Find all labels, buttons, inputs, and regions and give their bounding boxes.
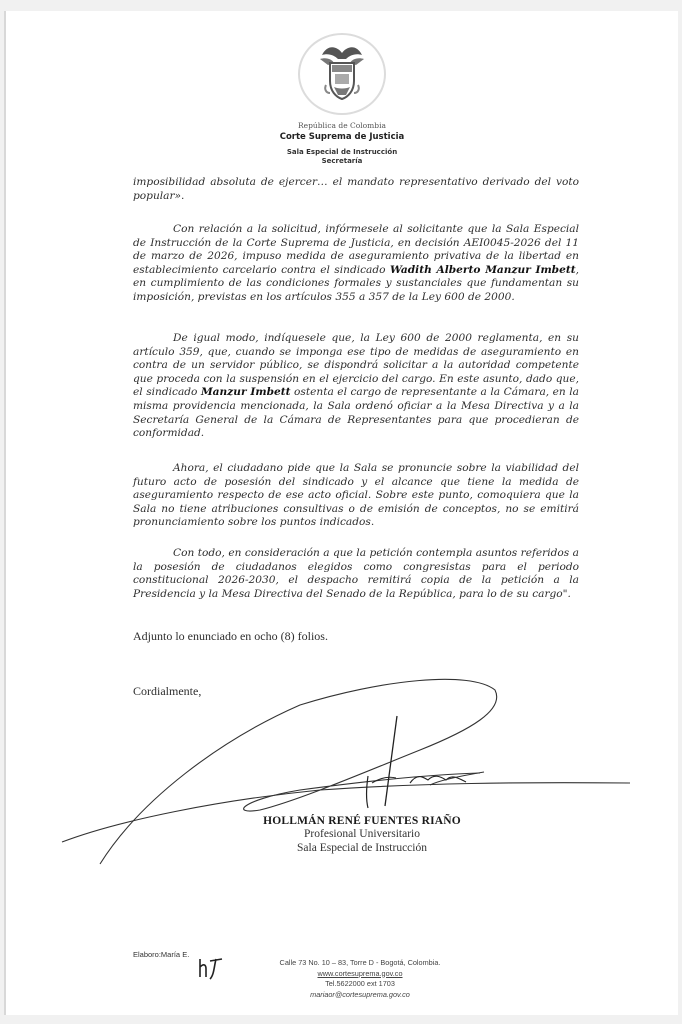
attachment-note: Adjunto lo enunciado en ocho (8) folios. [133,629,328,643]
initials-icon [196,955,226,981]
paragraph-3 [133,462,579,530]
paragraph-text: Con relación a la solicitud, infórmesele al solicitante que la Sala Especial de Instrucción de la Corte Suprema de Justicia, en decisión AEI0045-2026 del 11 de marzo de 2026, impuso medida de aseguramiento privativa de la libertad en establecimiento carcelario contra el sindicado [133,223,579,276]
signer-unit: Sala Especial de Instrucción [297,842,427,854]
signer-title: Profesional Universitario [304,828,420,840]
paragraph-4 [133,547,579,601]
email-link[interactable]: mariaor@cortesuprema.gov.co [310,989,410,999]
prepared-by: Elaboro:María E. [133,950,190,959]
document-page [4,11,678,1015]
paragraph-text: Con todo, en consideración a que la petición contempla asuntos referidos a la posesión de ciudadanos elegidos como congresistas para el periodo constitucional 2026-2030, el despacho remitirá copia de la petición a la Presidencia y la Mesa Directiva del Senado de la República, para lo de su cargo". [133,547,579,600]
paragraph-text: De igual modo, indíquesele que, la Ley 600 de 2000 reglamenta, en su artículo 359, que, cuando se imponga ese tipo de medidas de aseguramiento en contra de un servidor público, se dispondrá solicitar a la autoridad competente que proceda con la suspensión en el ejercicio del cargo. En este asunto, dado que, el sindicado [133,332,579,399]
letterhead [6,33,678,165]
paragraph-continuation: imposibilidad absoluta de ejercer… el mandato representativo derivado del voto popular». [133,176,579,202]
signer-name: HOLLMÁN RENÉ FUENTES RIAÑO [263,815,461,827]
office-name: Secretaría [321,157,363,165]
court-contact [255,958,465,1000]
paragraph-1 [133,223,579,305]
defendant-name: Wadith Alberto Manzur Imbett [389,263,576,276]
closing-salutation: Cordialmente, [133,684,202,698]
paragraph-2 [133,332,579,441]
coat-of-arms-icon [318,41,366,105]
phone: Tel.5622000 ext 1703 [325,979,395,988]
republic-label: República de Colombia [298,121,386,130]
letter-body [133,176,579,203]
paragraph-text: Ahora, el ciudadano pide que la Sala se pronuncie sobre la viabilidad del futuro acto de posesión del sindicado y el alcance que tiene la medida de aseguramiento respecto de ese acto oficial. Sobre este punto, comoquiera que la Sala no tiene atribuciones consultivas o de emisión de conceptos, no se emitirá pronunciamiento sobre los puntos indicados. [133,462,579,529]
paragraph-text: , en cumplimiento de las condiciones formales y sustanciales que fundamentan su imposición, previstas en los artículos 355 a 357 de la Ley 600 de 2000. [133,263,579,303]
defendant-surname: Manzur Imbett [200,386,291,399]
paragraph-text: ostenta el cargo de representante a la Cámara, en la misma providencia mencionada, la Sala ordenó oficiar a la Mesa Directiva y a la Secretaría General de la Cámara de Representantes para que procedieran de conformidad. [133,386,579,440]
address: Calle 73 No. 10 – 83, Torre D - Bogotá, Colombia. [279,958,441,967]
website-link[interactable]: www.cortesuprema.gov.co [317,968,403,978]
court-name: Corte Suprema de Justicia [279,132,405,142]
signer-block [252,815,472,855]
coat-of-arms-seal [298,33,386,115]
chamber-name: Sala Especial de Instrucción [286,148,398,156]
